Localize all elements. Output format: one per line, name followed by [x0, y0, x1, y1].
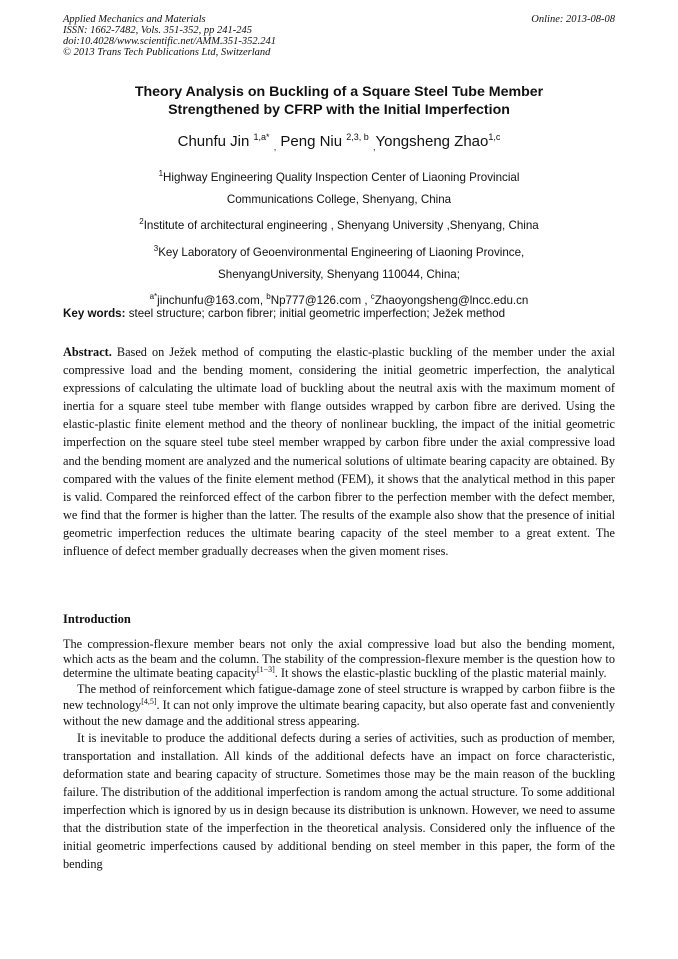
email-c: Zhaoyongsheng@lncc.edu.cn	[374, 294, 529, 308]
affiliation-2	[63, 211, 615, 237]
email-a: jinchunfu@163.com,	[157, 294, 267, 308]
intro-paragraph-3: It is inevitable to produce the additional defects during a series of activities, such as production of member, transportation and installation. All kinds of the additional defects have an impact on force characteristic, deformation state and bearing capacity of structure. Sometimes those may be the main reason of the buckling failure. The distribution of the additional imperfection is random among the actual structure. To some additional imperfection which is ignored by us in design because its distribution is unknown. However, we need to assume that the distribution state of the imperfection in the theoretical analysis. Considered only the influence of the initial geometric imperfections caused by additional bending on steel member in this paper, the form of the bending	[63, 730, 615, 872]
author-affiliation-mark: 1,a*	[253, 132, 270, 142]
author-name: Peng Niu	[280, 133, 343, 150]
keywords-text: steel structure; carbon fibrer; initial geometric imperfection; Ježek method	[125, 307, 506, 320]
affiliation-mark: 2	[139, 217, 144, 227]
introduction-body	[63, 637, 615, 874]
paragraph-text: . It shows the elastic-plastic buckling of the plastic material mainly.	[274, 666, 607, 681]
email-mark: b	[266, 292, 271, 302]
citation-ref: [1−3]	[256, 665, 275, 675]
affiliation-mark: 3	[153, 243, 159, 253]
author-affiliation-mark: 2,3, b	[346, 132, 369, 142]
email-mark: c	[370, 292, 375, 302]
title-line-2: Strengthened by CFRP with the Initial Imperfection	[168, 102, 510, 118]
introduction-heading: Introduction	[63, 612, 131, 626]
affiliation-3	[63, 238, 615, 264]
keywords	[63, 306, 615, 322]
affiliation-text: Highway Engineering Quality Inspection Center of Liaoning Provincial	[163, 171, 520, 184]
intro-paragraph-2	[63, 681, 615, 729]
paragraph-text: The compression-flexure member bears not only the axial compressive load but also the bending moment, which acts as the beam and the column. The stability of the compression-flexure member is the question how to determine the ultimate beating capacity	[63, 637, 615, 681]
author-separator: ,	[273, 142, 277, 152]
paragraph-text: The method of reinforcement which fatigue-damage zone of steel structure is wrapped by carbon fiibre is the new technology	[63, 681, 615, 712]
journal-issn: ISSN: 1662-7482, Vols. 351-352, pp 241-245	[63, 25, 252, 36]
citation-ref: [4,5]	[141, 696, 157, 706]
abstract	[63, 343, 615, 560]
affiliation-text: Institute of architectural engineering , Shenyang University ,Shenyang, China	[143, 219, 539, 233]
author-name: Yongsheng Zhao	[375, 133, 489, 150]
intro-paragraph-1	[63, 637, 615, 681]
keywords-label: Key words:	[63, 307, 126, 320]
affiliation-1	[63, 163, 615, 189]
author-list	[63, 127, 615, 157]
author-name: Chunfu Jin	[177, 133, 250, 150]
affiliation-mark: 1	[158, 169, 164, 178]
paper-title	[63, 83, 615, 119]
author-separator: ,	[372, 142, 376, 152]
affiliation-1-cont: Communications College, Shenyang, China	[226, 193, 452, 207]
affiliation-3-cont: ShenyangUniversity, Shenyang 110044, China;	[218, 267, 460, 281]
journal-doi: doi:10.4028/www.scientific.net/AMM.351-352.241	[63, 36, 276, 47]
journal-name: Applied Mechanics and Materials	[63, 14, 206, 25]
email-mark: a*	[149, 292, 158, 302]
abstract-label: Abstract.	[63, 345, 112, 359]
journal-copyright: © 2013 Trans Tech Publications Ltd, Switzerland	[63, 47, 271, 58]
paragraph-text: . It can not only improve the ultimate bearing capacity, but also operate fast and conveniently without the new damage and the additional stress appearing.	[63, 697, 616, 728]
abstract-text: Based on Ježek method of computing the elastic-plastic buckling of the member under the axial compressive load and the bending moment, considering the initial geometric imperfection, the analytical expressions of calculating the ultimate load of buckling about the neutral axis with the maximum moment of inertia for a square steel tube member with flange outsides wrapped by carbon fibre are derived. Using the elastic-plastic finite element method and the theory of nonlinear buckling, the impact of the initial geometric imperfection on the square steel tube steel member wrapped by carbon fibre under the axial compressive load and the bending moment are analyzed and the numerical solutions of ultimate bearing capacity are obtained. By compared with the values of the finite element method (FEM), it shows that the analytical method in this paper is valid. Compared the reinforced effect of the carbon fibrer to the perfection member with the defect member, we find that the former is higher than the latter. The results of the example also show that the presence of initial geometric imperfection reduces the ultimate bearing capacity of the steel member to a great extent. The influence of defect member gradually decreases when the given moment rises.	[63, 345, 615, 559]
journal-header	[63, 14, 615, 58]
online-date: Online: 2013-08-08	[531, 14, 615, 25]
affiliation-text: Key Laboratory of Geoenvironmental Engineering of Liaoning Province,	[158, 245, 525, 259]
title-line-1: Theory Analysis on Buckling of a Square Steel Tube Member	[134, 84, 544, 100]
author-affiliation-mark: 1,c	[488, 132, 501, 142]
affiliations	[63, 163, 615, 312]
email-b: Np777@126.com ,	[270, 294, 371, 308]
